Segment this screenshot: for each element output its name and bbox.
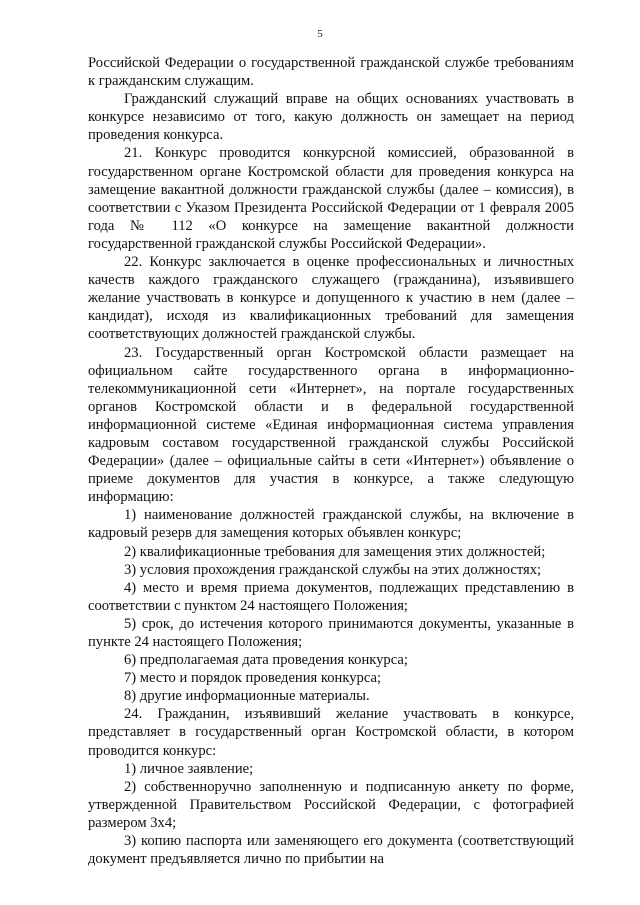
list-item-1: 1) наименование должностей гражданской службы, на включение в кадровый резерв для замещения которых объявлен конкурс; (88, 507, 574, 542)
list-item-2: 2) собственноручно заполненную и подписанную анкету по форме, утвержденной Правительством Российской Федерации, с фотографией размером 3x4; (88, 778, 574, 831)
document-body (88, 54, 574, 868)
list-item-2: 2) квалификационные требования для замещения этих должностей; (124, 543, 546, 560)
paragraph-21: 21. Конкурс проводится конкурсной комиссией, образованной в государственном органе Костромской области для проведения конкурса на замещение вакантной должности гражданской службы (далее – комиссия), в соответствии с Указом Президента Российской Федерации от 1 февраля 2005 года № 112 «О конкурсе на замещение вакантной должности государственной гражданской службы Российской Федерации». (88, 145, 574, 252)
list-item-8: 8) другие информационные материалы. (124, 688, 370, 705)
list-item-3: 3) условия прохождения гражданской службы на этих должностях; (124, 561, 542, 578)
list-item-4: 4) место и время приема документов, подлежащих представлению в соответствии с пунктом 24 настоящего Положения; (88, 579, 574, 614)
list-item-1: 1) личное заявление; (124, 760, 254, 777)
paragraph-22: 22. Конкурс заключается в оценке профессиональных и личностных качеств каждого гражданского служащего (гражданина), изъявившего желание участвовать в конкурсе и допущенного к участию в нем (далее – кандидат), исходя из квалификационных требований для замещения соответствующих должностей гражданской службы. (88, 254, 574, 343)
paragraph: Гражданский служащий вправе на общих основаниях участвовать в конкурсе независимо от того, какую должность он замещает на период проведения конкурса. (88, 91, 574, 144)
list-item-7: 7) место и порядок проведения конкурса; (124, 670, 382, 687)
paragraph-23: 23. Государственный орган Костромской области размещает на официальном сайте государственного органа в информационно-телекоммуникационной сети «Интернет», на портале государственных органов Костромской области и в федеральной государственной информационной системе «Единая информационная система управления кадровым составом государственной гражданской службы Российской Федерации» (далее – официальные сайты в сети «Интернет») объявление о приеме документов для участия в конкурсе, а также следующую информацию: (88, 344, 574, 506)
paragraph-24: 24. Гражданин, изъявивший желание участвовать в конкурсе, представляет в государственный орган Костромской области, в котором проводится конкурс: (88, 706, 574, 759)
page-number: 5 (317, 28, 323, 40)
list-item-6: 6) предполагаемая дата проведения конкурса; (124, 652, 408, 669)
list-item-3: 3) копию паспорта или заменяющего его документа (соответствующий документ предъявляется лично по прибытии на (88, 833, 574, 868)
list-item-5: 5) срок, до истечения которого принимаются документы, указанные в пункте 24 настоящего Положения; (88, 615, 574, 650)
paragraph: Российской Федерации о государственной гражданской службе требованиям к гражданским служащим. (88, 55, 574, 90)
